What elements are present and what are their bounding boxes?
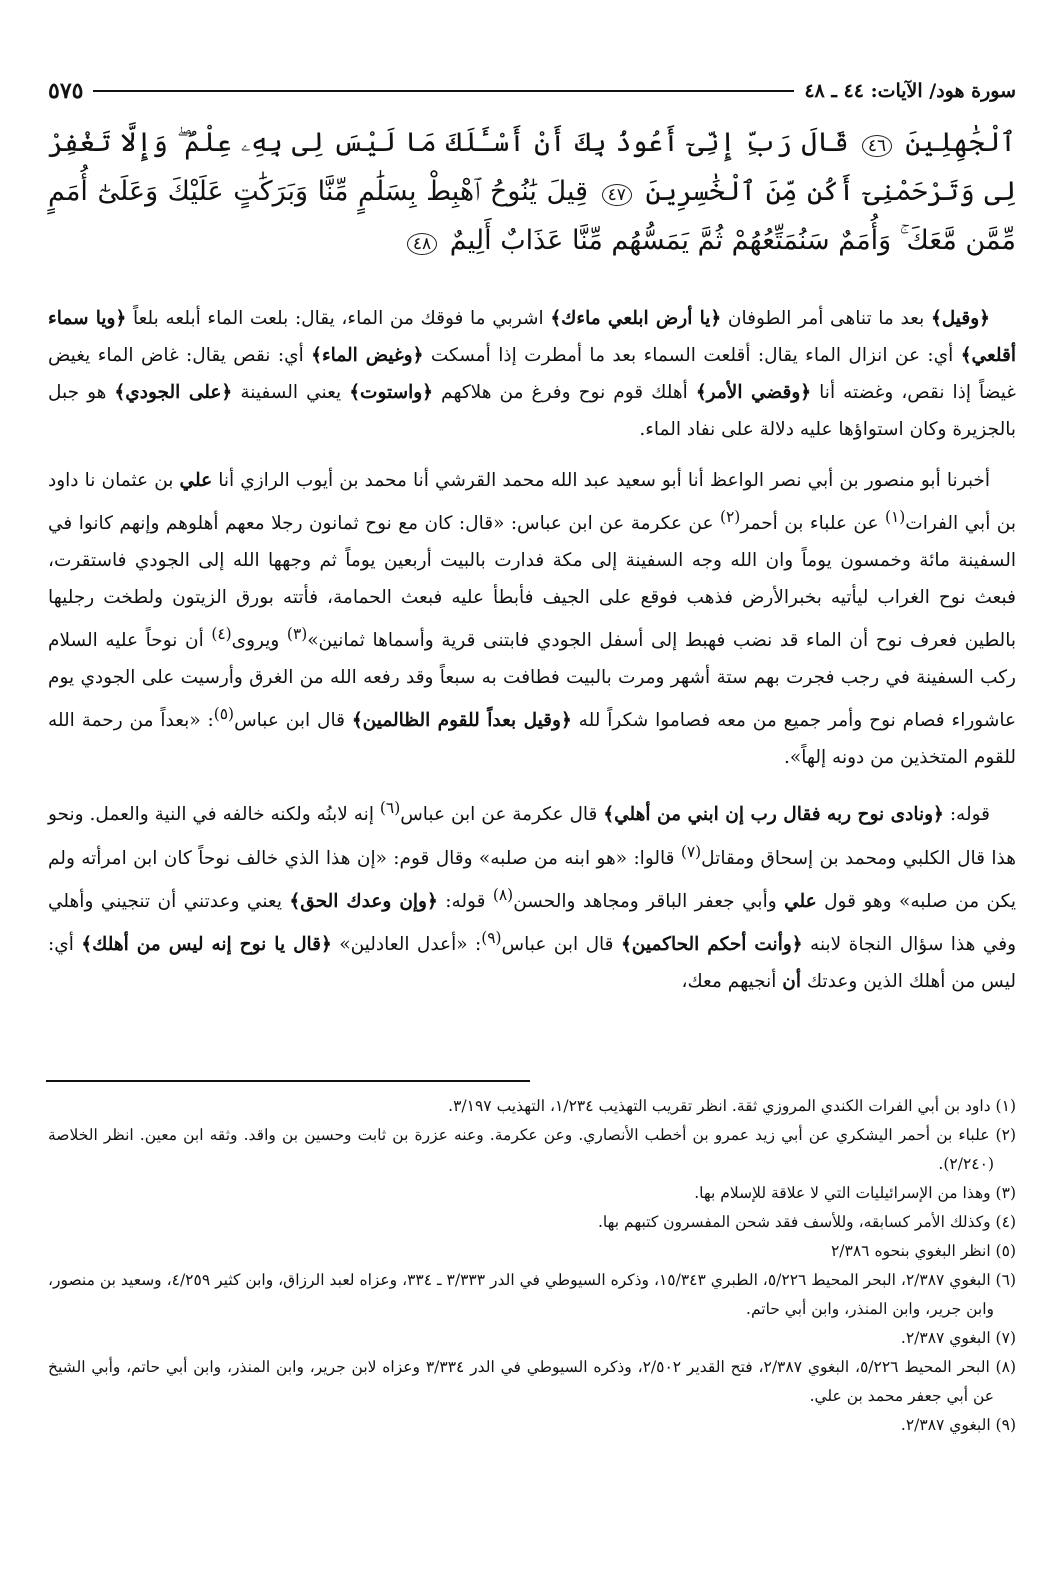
text: عن علباء بن أحمر [740, 513, 885, 535]
text: أي: نقص يقال: غاض الماء يغيض غيضاً إذا نقص، وغضته أنا [48, 345, 1016, 403]
paragraph-1 [48, 300, 1016, 448]
footnote-ref[interactable]: (٤) [211, 625, 232, 644]
quote: ﴿قال يا نوح إنه ليس من أهلك﴾ [81, 934, 332, 956]
text: اشربي ما فوقك من الماء، يقال: بلعت الماء أبلعه بلعاً [126, 308, 551, 329]
ayah-number-46: ٤٦ [862, 135, 892, 157]
text: هو جبل بالجزيرة وكان استواؤها عليه دلالة على نفاد الماء. [48, 382, 1016, 440]
quote: ﴿ويا سماء أقلعي﴾ [48, 308, 1016, 366]
text: يعني وعدتني أن تنجيني وأهلي وفي هذا سؤال النجاة لابنه [48, 890, 1017, 956]
word-bold: أن [782, 971, 802, 993]
quote: ﴿وقيل بعداً للقوم الظالمين﴾ [351, 710, 572, 732]
footnote-ref[interactable]: (٢) [720, 508, 741, 526]
footnote-ref[interactable]: (١) [884, 508, 906, 526]
footnote-4: (٤) وكذلك الأمر كسابقه، وللأسف فقد شحن المفسرون كتبهم بها. [597, 1213, 1016, 1231]
paragraph-2 [48, 462, 1016, 776]
footnotes [48, 1092, 1016, 1440]
text: قالوا: «هو ابنه من صلبه» وقال قوم: «إن هذا الذي خالف نوحاً كان ابن امرأته ولم يكن من صلبه» وهو قول [48, 847, 1016, 912]
quote: ﴿وأنت أحكم الحاكمين﴾ [620, 934, 803, 956]
text: أن نوحاً عليه السلام ركب السفينة في رجب فجرت بهم ستة أشهر ومرت بالبيت فطافت به سبعاً وقد رفعه الله من الغرق وأرسيت على الجودي يوم عاشوراء فصام نوح وأمر جميع من معه فصاموا شكراً لله [48, 630, 1016, 732]
text: بعد ما تناهى أمر الطوفان [721, 308, 931, 329]
text: : «بعداً من رحمة الله للقوم المتخذين من دونه إلهاً». [48, 710, 1016, 769]
surah-title: سورة هود/ الآيات: ٤٤ ـ ٤٨ [804, 80, 1016, 102]
quote: ﴿على الجودي﴾ [114, 382, 233, 403]
footnote-1: (١) داود بن أبي الفرات الكندي المروزي ثقة. انظر تقريب التهذيب ١/٢٣٤، التهذيب ٣/١٩٧. [448, 1097, 1016, 1115]
text: قوله: [943, 804, 991, 826]
text: أخبرنا أبو منصور بن أبي نصر الواعظ أنا أبو سعيد عبد الله محمد القرشي أنا محمد بن أيوب الرازي أنا [212, 470, 990, 491]
text: قال عكرمة عن ابن عباس [400, 804, 604, 826]
paragraph-3 [48, 790, 1016, 1000]
page-header [48, 74, 1016, 108]
footnote-ref[interactable]: (٨) [492, 885, 514, 904]
header-rule [93, 90, 794, 92]
footnote-ref[interactable]: (٣) [286, 625, 308, 644]
page-number: ٥٧٥ [48, 78, 84, 104]
ayah-number-48: ٤٨ [407, 233, 437, 255]
quote: ﴿وقيل﴾ [930, 308, 990, 329]
text: قال ابن عباس [234, 710, 352, 732]
quote: ﴿وقضي الأمر﴾ [695, 382, 812, 403]
text: يعني السفينة [232, 382, 350, 403]
text: إنه لابنُه ولكنه خالفه في النية والعمل. ونحو هذا قال الكلبي ومحمد بن إسحاق ومقاتل [48, 804, 1016, 869]
quote: ﴿وغيض الماء﴾ [311, 345, 424, 366]
name-bold: علي [784, 890, 817, 912]
quran-verses [48, 120, 1016, 267]
quote: ﴿واستوت﴾ [349, 382, 433, 403]
commentary-body [48, 300, 1016, 1000]
footnote-ref[interactable]: (٧) [680, 842, 702, 861]
verse-text: ٱلْجَٰهِلِينَ [905, 127, 1016, 158]
text: أنجيهم معك، [681, 971, 783, 993]
text: وأبي جعفر الباقر ومجاهد والحسن [513, 890, 785, 912]
quote: ﴿وإن وعدك الحق﴾ [289, 890, 438, 912]
text: بن عثمان نا داود بن أبي الفرات [48, 470, 1017, 535]
text: ويروى [231, 630, 287, 652]
footnote-ref[interactable]: (٦) [379, 799, 401, 818]
text: أي: ليس من أهلك الذين وعدتك [48, 934, 1016, 993]
footnote-9: (٩) البغوي ٢/٣٨٧. [900, 1416, 1016, 1434]
text: قال ابن عباس [501, 934, 621, 956]
verse-text: قَالَ رَبِّ إِنِّىٓ أَعُوذُ بِكَ أَنْ أَسْـَٔلَكَ مَا لَيْسَ لِى بِهِۦ عِلْمٌ ۖ وَإِلَّا تَغْفِرْ لِى وَتَرْحَمْنِىٓ أَكُن مِّنَ ٱلْخَٰسِرِينَ [48, 127, 1016, 207]
footnote-5: (٥) انظر البغوي بنحوه ٢/٣٨٦ [830, 1242, 1016, 1260]
footnote-8: (٨) البحر المحيط ٥/٢٢٦، البغوي ٢/٣٨٧، فتح القدير ٢/٥٠٢، وذكره السيوطي في الدر ٣/٣٣٤ وعزاه لابن جرير، وابن المنذر، وابن أبي حاتم، وأبي الشيخ عن أبي جعفر محمد بن علي. [48, 1358, 1016, 1405]
text: أي: عن انزال الماء يقال: أقلعت السماء بعد ما أمطرت إذا أمسكت [423, 345, 961, 366]
text: قوله: [437, 890, 493, 912]
footnote-separator [46, 1080, 530, 1082]
name-bold: علي [179, 470, 213, 491]
footnote-ref[interactable]: (٩) [481, 928, 502, 947]
footnote-ref[interactable]: (٥) [213, 705, 235, 724]
verse-text: قِيلَ يَٰنُوحُ ٱهْبِطْ بِسَلَٰمٍ مِّنَّا وَبَرَكَٰتٍ عَلَيْكَ وَعَلَىٰٓ أُمَمٍ مِّمَّن مَّعَكَ ۚ وَأُمَمٌ سَنُمَتِّعُهُمْ ثُمَّ يَمَسُّهُم مِّنَّا عَذَابٌ أَلِيمٌ [48, 176, 1016, 256]
footnote-7: (٧) البغوي ٢/٣٨٧. [900, 1329, 1016, 1347]
quote: ﴿يا أرض ابلعي ماءك﴾ [550, 308, 722, 329]
footnote-3: (٣) وهذا من الإسرائيليات التي لا علاقة للإسلام بها. [694, 1184, 1016, 1202]
quote: ﴿ونادى نوح ربه فقال رب إن ابني من أهلي﴾ [603, 804, 944, 826]
footnote-6: (٦) البغوي ٢/٣٨٧، البحر المحيط ٥/٢٢٦، الطبري ١٥/٣٤٣، وذكره السيوطي في الدر ٣/٣٣٣ ـ ٣٣٤، وعزاه لعبد الرزاق، وابن كثير ٤/٢٥٩، وسعيد بن منصور، وابن جرير، وابن المنذر، وابن أبي حاتم. [48, 1271, 1016, 1318]
text: عن عكرمة عن ابن عباس: «قال: كان مع نوح ثمانون رجلا معهم أهلوهم وإنهم كانوا في السفينة مائة وخمسون يوماً وان الله وجه السفينة إلى مكة فدارت بالبيت أربعين يوماً ثم وجهها الله إلى الجودي فاستقرت، فبعث نوح الغراب ليأتيه بخبرالأرض فذهب فوقع على الجيف فأبطأ عليه فبعث الحمامة، فأتته بورق الزيتون ولطخت رجليها بالطين فعرف نوح أن الماء قد نضب فهبط إلى أسفل الجودي فابتنى قرية وأسماها ثمانين» [48, 513, 1016, 652]
text: أهلك قوم نوح وفرغ من هلاكهم [433, 382, 696, 403]
text: : «أعدل العادلين» [331, 934, 482, 956]
ayah-number-47: ٤٧ [602, 184, 632, 206]
footnote-2: (٢) علباء بن أحمر اليشكري عن أبي زيد عمرو بن أخطب الأنصاري. وعن عكرمة. وعنه عزرة بن ثابت وحسين بن واقد. وثقه ابن معين. انظر الخلاصة (٢/٢٤٠). [48, 1126, 1016, 1173]
